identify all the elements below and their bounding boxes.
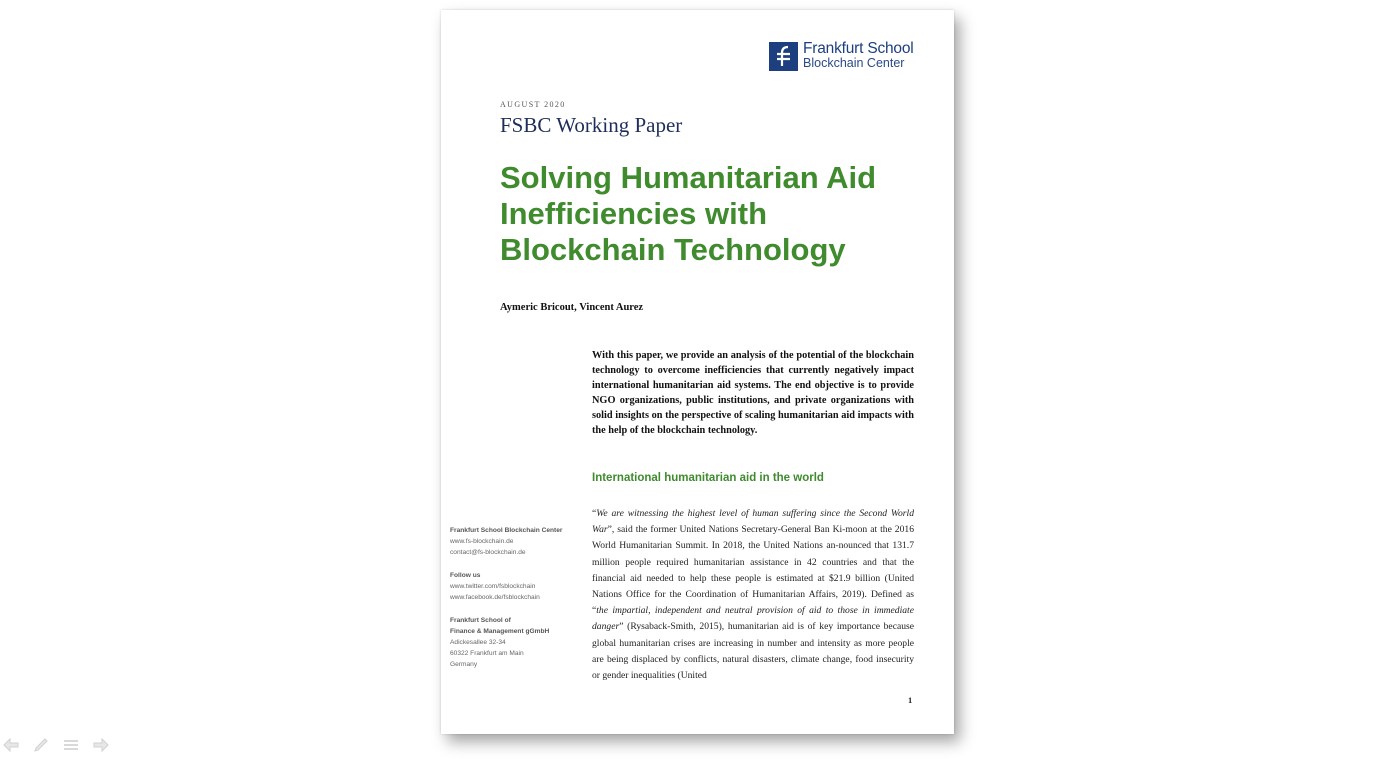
previous-button[interactable] bbox=[2, 737, 20, 753]
follow-block bbox=[450, 570, 585, 603]
logo-subname: Blockchain Center bbox=[803, 56, 905, 70]
pen-tool-button[interactable] bbox=[32, 737, 50, 753]
body-text-segment: ”, said the former United Nations Secretary-General Ban Ki-moon at the 2016 World Humanitarian Summit. In 2018, the United Nations an-nounced that 131.7 million people required humanitarian assistance in 42 countries and that the financial aid needed to help these people is estimated at $21.9 billion (United Nations Office for the Coordination of Humanitarian Affairs, 2019). Defined as “ bbox=[592, 524, 914, 617]
document-page bbox=[441, 10, 954, 734]
series-title: FSBC Working Paper bbox=[500, 113, 683, 137]
frankfurt-school-logo bbox=[769, 41, 914, 71]
title-line: Solving Humanitarian Aid bbox=[500, 160, 877, 195]
country: Germany bbox=[450, 661, 478, 668]
school-name-line2: Finance & Management gGmbH bbox=[450, 628, 550, 635]
publication-date: AUGUST 2020 bbox=[500, 100, 566, 109]
section-heading: International humanitarian aid in the world bbox=[592, 472, 824, 484]
website-link[interactable]: www.fs-blockchain.de bbox=[450, 538, 514, 545]
follow-heading: Follow us bbox=[450, 572, 481, 579]
menu-button[interactable] bbox=[62, 737, 80, 753]
abstract: With this paper, we provide an analysis of the potential of the blockchain technology to overcome inefficiencies that currently negatively impact international humanitarian aid systems. The end objective is to provide NGO organizations, public institutions, and private organizations with solid insights on the perspective of scaling humanitarian aid impacts with the help of the blockchain technology. bbox=[592, 350, 914, 437]
next-button[interactable] bbox=[92, 737, 110, 753]
logo-text bbox=[803, 41, 914, 71]
pen-icon bbox=[33, 738, 49, 752]
street-address: Adickesallee 32-34 bbox=[450, 639, 506, 646]
logo-mark-icon bbox=[769, 42, 798, 71]
arrow-left-icon bbox=[3, 738, 19, 752]
logo-name: Frankfurt School bbox=[803, 40, 914, 57]
paper-title bbox=[500, 160, 920, 268]
page-number: 1 bbox=[908, 695, 913, 705]
contact-sidebar bbox=[450, 525, 585, 682]
authors: Aymeric Bricout, Vincent Aurez bbox=[500, 302, 644, 313]
center-name: Frankfurt School Blockchain Center bbox=[450, 527, 563, 534]
school-name-line1: Frankfurt School of bbox=[450, 617, 511, 624]
address-block bbox=[450, 615, 585, 670]
title-line: Blockchain Technology bbox=[500, 232, 846, 267]
quote-mark: “ bbox=[592, 508, 597, 519]
title-line: Inefficiencies with bbox=[500, 196, 768, 231]
city-address: 60322 Frankfurt am Main bbox=[450, 650, 524, 657]
menu-icon bbox=[63, 738, 79, 752]
arrow-right-icon bbox=[93, 738, 109, 752]
quote-definition: the impartial, independent and neutral provision of aid to those in immediate danger bbox=[592, 605, 914, 633]
viewer-controls bbox=[2, 737, 122, 753]
twitter-link[interactable]: www.twitter.com/fsblockchain bbox=[450, 583, 536, 590]
facebook-link[interactable]: www.facebook.de/fsblockchain bbox=[450, 594, 540, 601]
body-text-segment: ” (Rysaback-Smith, 2015), humanitarian aid is of key importance because global humanitarian crises are increasing in number and intensity as more people are being displaced by conflicts, natural disasters, climate change, food insecurity or gender inequalities (United bbox=[592, 621, 914, 682]
center-contact-block bbox=[450, 525, 585, 558]
quote-ban-ki-moon: We are witnessing the highest level of human suffering since the Second World War bbox=[592, 508, 914, 536]
body-paragraph bbox=[592, 506, 914, 684]
email-link[interactable]: contact@fs-blockchain.de bbox=[450, 549, 526, 556]
